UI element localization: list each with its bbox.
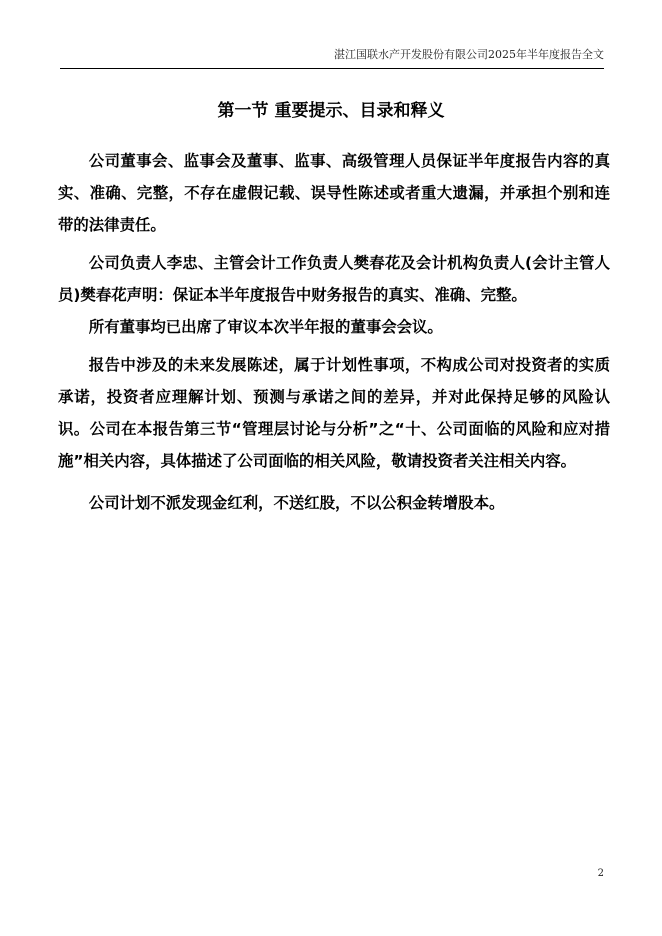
paragraph-directors-attendance: 所有董事均已出席了审议本次半年报的董事会会议。: [88, 318, 443, 336]
page-number: 2: [597, 868, 604, 879]
document-body: [58, 145, 610, 519]
paragraph-dividend-plan: 公司计划不派发现金红利，不送红股，不以公积金转增股本。: [88, 494, 505, 512]
paragraph-board-guarantee: 公司董事会、监事会及董事、监事、高级管理人员保证半年度报告内容的真实、准确、完整，不存在虚假记载、误导性陈述或者重大遗漏，并承担个别和连带的法律责任。: [58, 152, 610, 234]
section-title: 第一节 重要提示、目录和释义: [217, 101, 445, 121]
paragraph-forward-looking: 报告中涉及的未来发展陈述，属于计划性事项，不构成公司对投资者的实质承诺，投资者应理解计划、预测与承诺之间的差异，并对此保持足够的风险认识。公司在本报告第三节“管理层讨论与分析”之“十、公司面临的风险和应对措施”相关内容，具体描述了公司面临的相关风险，敬请投资者关注相关内容。: [58, 356, 610, 470]
paragraph-responsible-persons: 公司负责人李忠、主管会计工作负责人樊春花及会计机构负责人(会计主管人员)樊春花声明：保证本半年度报告中财务报告的真实、准确、完整。: [58, 254, 610, 304]
running-header: 湛江国联水产开发股份有限公司2025年半年度报告全文: [60, 46, 604, 69]
